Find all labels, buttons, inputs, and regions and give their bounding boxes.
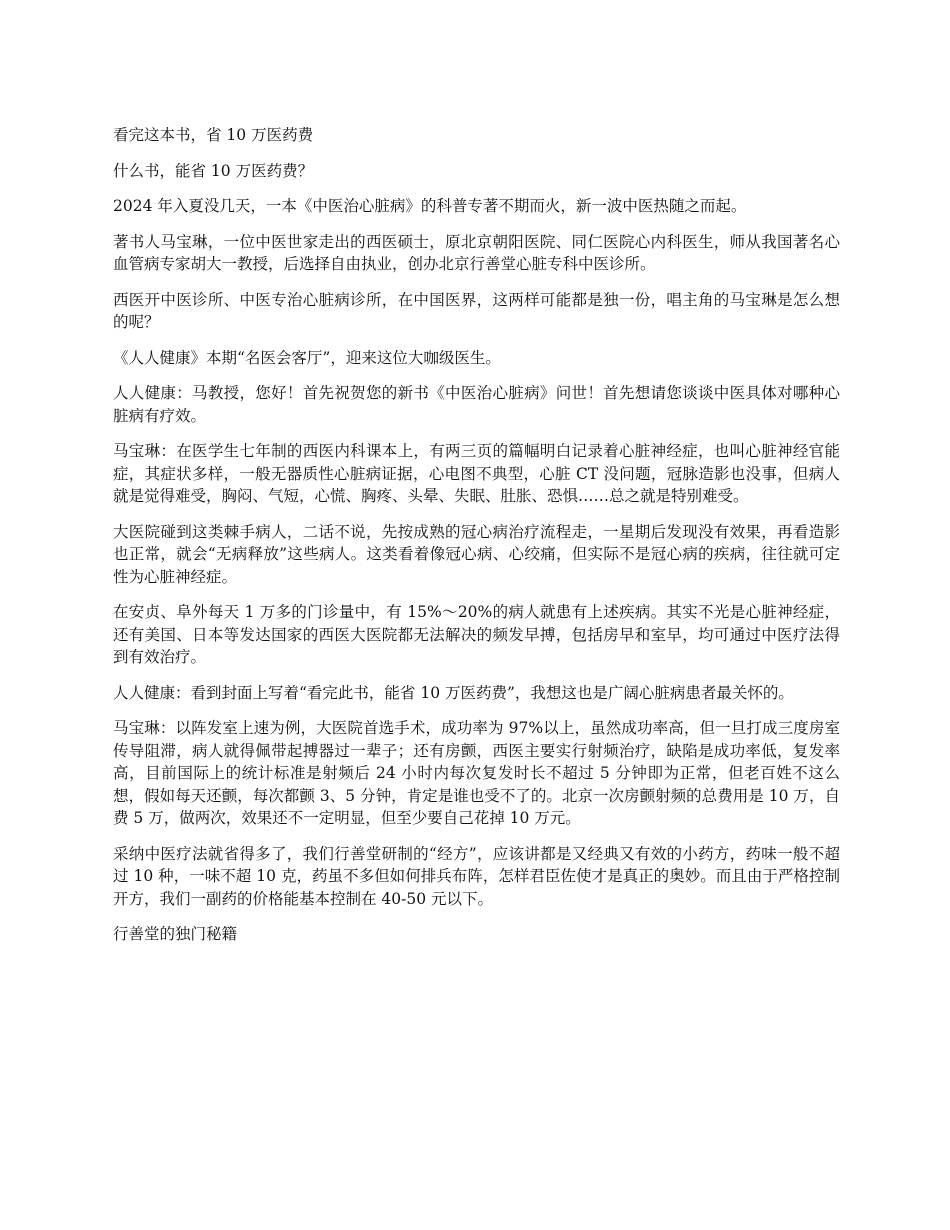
paragraph-subtitle: 什么书，能省 10 万医药费？ bbox=[113, 161, 314, 180]
paragraph: 大医院碰到这类棘手病人，二话不说，先按成熟的冠心病治疗流程走，一星期后发现没有效果，再看造影也正常，就会“无病释放”这些病人。这类看着像冠心病、心绞痛，但实际不是冠心病的疾病，往往就可定性为心脏神经症。 bbox=[113, 522, 840, 586]
paragraph: 马宝琳：在医学生七年制的西医内科课本上，有两三页的篇幅明白记录着心脏神经症，也叫心脏神经官能症，其症状多样，一般无器质性心脏病证据，心电图不典型，心脏 CT 没问题，冠脉造影也没事，但病人就是觉得难受，胸闷、气短，心慌、胸疼、头晕、失眠、肚胀、恐惧……总之就是特别难受。 bbox=[113, 442, 840, 505]
paragraph: 采纳中医疗法就省得多了，我们行善堂研制的“经方”，应该讲都是又经典又有效的小药方，药味一般不超过 10 种，一味不超 10 克，药虽不多但如何排兵布阵，怎样君臣佐使才是真正的奥妙。而且由于严格控制开方，我们一副药的价格能基本控制在 40-50 元以下。 bbox=[113, 844, 840, 908]
paragraph: 著书人马宝琳，一位中医世家走出的西医硕士，原北京朝阳医院、同仁医院心内科医生，师从我国著名心血管病专家胡大一教授，后选择自由执业，创办北京行善堂心脏专科中医诊所。 bbox=[113, 232, 840, 273]
paragraph: 2024 年入夏没几天，一本《中医治心脏病》的科普专著不期而火，新一波中医热随之而起。 bbox=[113, 197, 747, 215]
paragraph: 在安贞、阜外每天 1 万多的门诊量中，有 15%～20%的病人就患有上述疾病。其实不光是心脏神经症，还有美国、日本等发达国家的西医大医院都无法解决的频发早搏，包括房早和室早，均可通过中医疗法得到有效治疗。 bbox=[113, 603, 840, 666]
document-body bbox=[113, 124, 840, 959]
paragraph: 《人人健康》本期“名医会客厅”，迎来这位大咖级医生。 bbox=[113, 348, 501, 367]
paragraph: 马宝琳：以阵发室上速为例，大医院首选手术，成功率为 97%以上，虽然成功率高，但一旦打成三度房室传导阻滞，病人就得佩带起搏器过一辈子；还有房颤，西医主要实行射频治疗，缺陷是成功率低，复发率高，目前国际上的统计标准是射频后 24 小时内每次复发时长不超过 5 分钟即为正常，但老百姓不这么想，假如每天还颤，每次都颤 3、5 分钟，肯定是谁也受不了的。北京一次房颤射频的总费用是 10 万，自费 5 万，做两次，效果还不一定明显，但至少要自己花掉 10 万元。 bbox=[113, 719, 840, 827]
section-heading: 行善堂的独门秘籍 bbox=[113, 925, 238, 943]
paragraph: 西医开中医诊所、中医专治心脏病诊所，在中国医界，这两样可能都是独一份，唱主角的马宝琳是怎么想的呢？ bbox=[113, 290, 840, 331]
paragraph: 人人健康：马教授，您好！首先祝贺您的新书《中医治心脏病》问世！首先想请您谈谈中医具体对哪种心脏病有疗效。 bbox=[113, 384, 840, 425]
paragraph: 人人健康：看到封面上写着“看完此书，能省 10 万医药费”，我想这也是广阔心脏病患者最关怀的。 bbox=[113, 683, 794, 702]
paragraph-title: 看完这本书，省 10 万医药费 bbox=[113, 126, 314, 144]
